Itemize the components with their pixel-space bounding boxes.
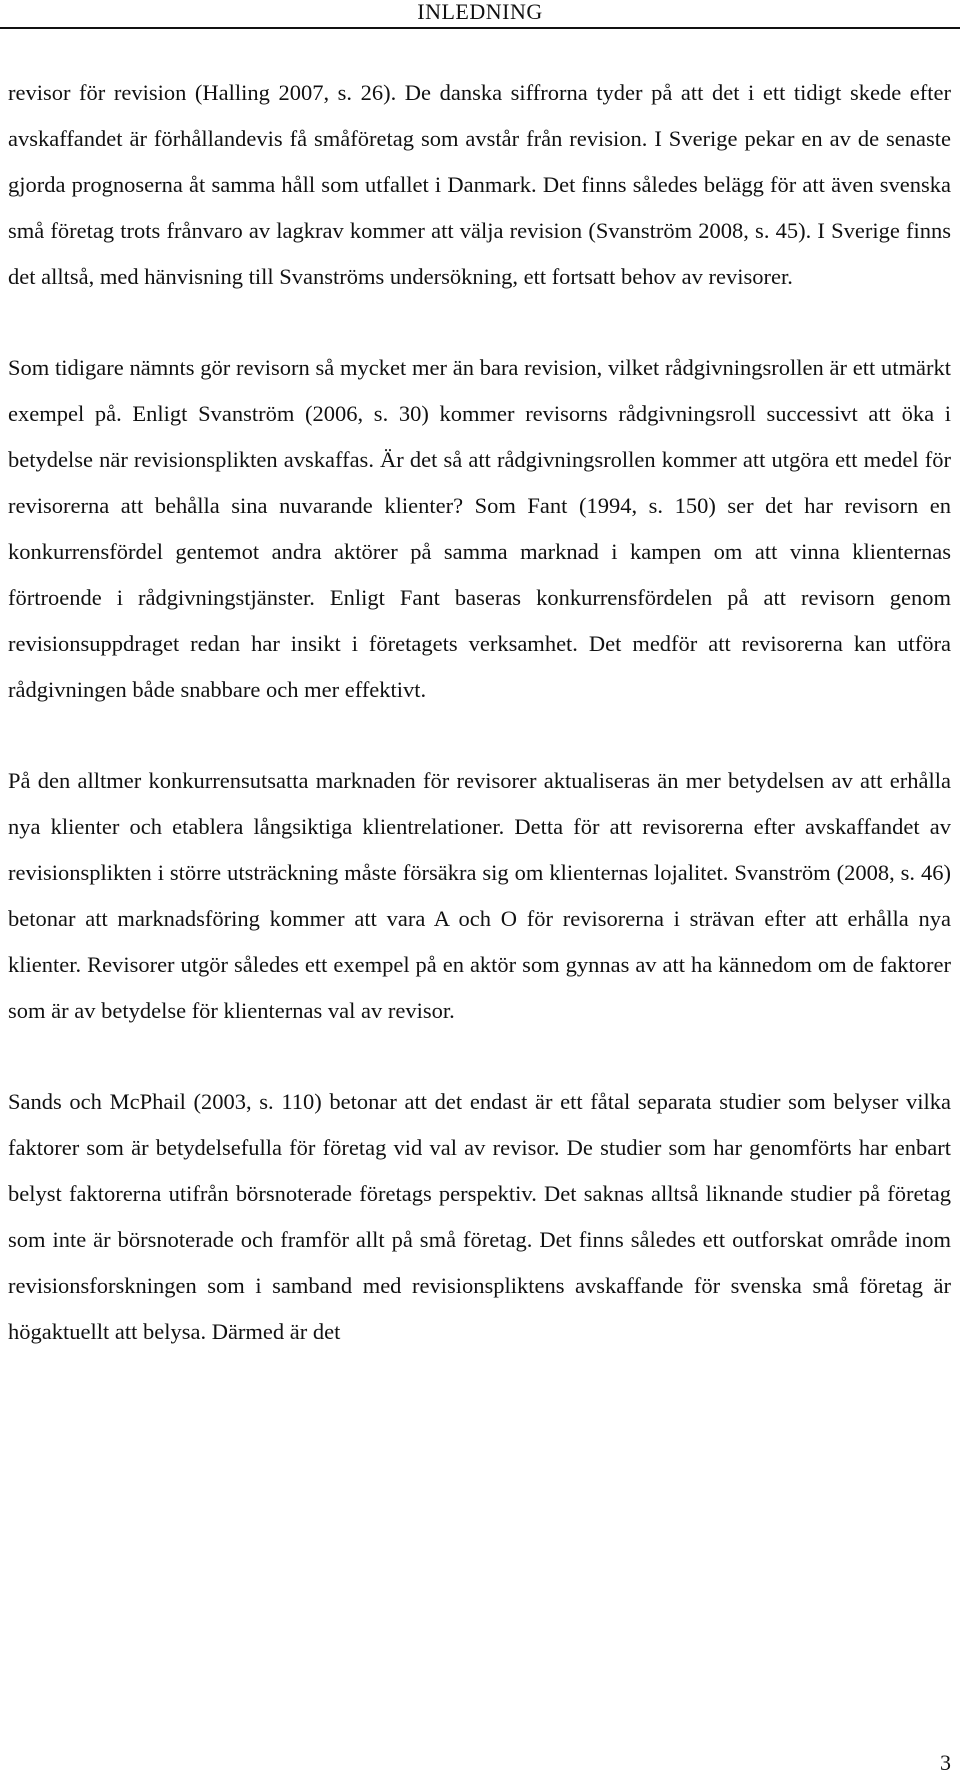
- body-text: [8, 70, 951, 1355]
- paragraph-2: Som tidigare nämnts gör revisorn så mycket mer än bara revision, vilket rådgivningsrollen är ett utmärkt exempel på. Enligt Svanström (2006, s. 30) kommer revisorns rådgivningsroll successivt att öka i betydelse när revisionsplikten avskaffas. Är det så att rådgivningsrollen kommer att utgöra ett medel för revisorerna att behålla sina nuvarande klienter? Som Fant (1994, s. 150) ser det har revisorn en konkurrensfördel gentemot andra aktörer på samma marknad i kampen om att vinna klienternas förtroende i rådgivningstjänster. Enligt Fant baseras konkurrensfördelen på att revisorn genom revisionsuppdraget redan har insikt i företagets verksamhet. Det medför att revisorerna kan utföra rådgivningen både snabbare och mer effektivt.: [8, 355, 951, 702]
- paragraph-1: revisor för revision (Halling 2007, s. 26). De danska siffrorna tyder på att det i ett tidigt skede efter avskaffandet är förhållandevis få småföretag som avstår från revision. I Sverige pekar en av de senaste gjorda prognoserna åt samma håll som utfallet i Danmark. Det finns således belägg för att även svenska små företag trots frånvaro av lagkrav kommer att välja revision (Svanström 2008, s. 45). I Sverige finns det alltså, med hänvisning till Svanströms undersökning, ett fortsatt behov av revisorer.: [8, 80, 951, 289]
- paragraph-4: Sands och McPhail (2003, s. 110) betonar att det endast är ett fåtal separata studier som belyser vilka faktorer som är betydelsefulla för företag vid val av revisor. De studier som har genomförts har enbart belyst faktorerna utifrån börsnoterade företags perspektiv. Det saknas alltså liknande studier på företag som inte är börsnoterade och framför allt på små företag. Det finns således ett outforskat område inom revisionsforskningen som i samband med revisionspliktens avskaffande för svenska små företag är högaktuellt att belysa. Därmed är det: [8, 1089, 951, 1344]
- running-header: INLEDNING: [417, 0, 543, 24]
- header-rule: [0, 27, 960, 29]
- paragraph-3: På den alltmer konkurrensutsatta marknaden för revisorer aktualiseras än mer betydelsen av att erhålla nya klienter och etablera långsiktiga klientrelationer. Detta för att revisorerna efter avskaffandet av revisionsplikten i större utsträckning måste försäkra sig om klienternas lojalitet. Svanström (2008, s. 46) betonar att marknadsföring kommer att vara A och O för revisorerna i strävan efter att erhålla nya klienter. Revisorer utgör således ett exempel på en aktör som gynnas av att ha kännedom om de faktorer som är av betydelse för klienternas val av revisor.: [8, 768, 951, 1023]
- page-number: 3: [940, 1750, 951, 1775]
